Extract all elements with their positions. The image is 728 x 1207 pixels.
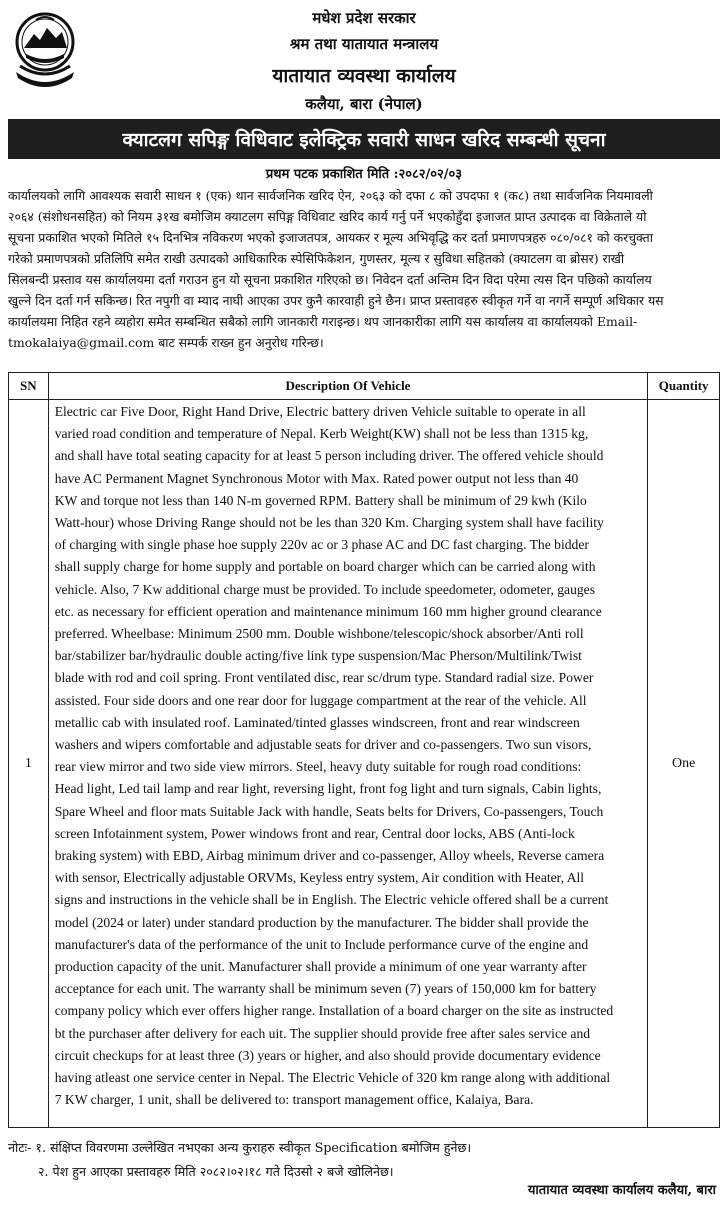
intro-paragraph [8, 185, 720, 353]
column-header-quantity: Quantity [648, 373, 720, 400]
description-line: production capacity of the unit. Manufacturer shall provide a minimum of one year warranty after [54, 959, 587, 975]
description-line: bt the purchaser after delivery for each uit. The supplier should provide free after sales service and [54, 1025, 591, 1041]
intro-line: कार्यालयमा निहित रहने व्यहोरा समेत सम्बन्धित सबैको लागि जानकारी गराइन्छ। थप जानकारीका लागि यस कार्यालय वा कार्यालयको Email- [8, 314, 638, 329]
header-province: मधेश प्रदेश सरकार [312, 9, 416, 27]
description-line: metallic cab with insulated roof. Laminated/tinted glasses windscreen, front and rear windscreen [54, 714, 580, 730]
description-line: varied road condition and temperature of Nepal. Kerb Weight(KW) shall not be less than 1315 kg, [54, 426, 589, 442]
description-line: screen Infotainment system, Power windows front and rear, Central door locks, ABS (Anti-lock [54, 825, 575, 841]
description-line: model (2024 or later) under standard production by the manufacturer. The bidder shall provide the [54, 914, 589, 930]
description-line: Electric car Five Door, Right Hand Drive, Electric battery driven Vehicle suitable to operate in all [54, 404, 586, 419]
intro-line: गरेको प्रमाणपत्रको प्रतिलिपि समेत राखी उत्पादको आधिकारिक स्पेसिफिकेशन, गुणस्तर, मूल्य र सुविधा सहितको (क्याटलग वा ब्रोसर) राखी [8, 251, 625, 266]
description-line: manufacturer's data of the performance of the unit to Include performance curve of the engine and [54, 936, 589, 952]
note-2: २. पेश हुन आएका प्रस्तावहरु मिति २०८२।०२।१८ गते दिउसो २ बजे खोलिनेछ। [38, 1164, 394, 1179]
intro-line: २०६४ (संशोधनसहित) को नियम ३१ख बमोजिम क्याटलग सपिङ्ग विधिवाट खरिद कार्य गर्नु पर्ने भएकोहुँदा इजाजत प्राप्त उत्पादक वा विक्रेताले यो [8, 209, 647, 224]
description-line: braking system) with EBD, Airbag minimum driver and co-passenger, Alloy wheels, Reverse camera [54, 848, 605, 864]
row-sn: 1 [9, 400, 49, 1128]
description-line: blade with rod and coil spring. Front ventilated disc, rear sc/drum type. Standard radial size. Power [54, 670, 594, 686]
row-quantity: One [648, 400, 720, 1128]
description-line: having atleast one service center in Nepal. The Electric Vehicle of 320 km range along with additional [54, 1070, 611, 1086]
description-line: washers and wipers comfortable and adjustable seats for driver and co-passengers. Two sun visors, [54, 737, 592, 753]
description-line: of charging with single phase hoe supply 220v ac or 3 phase AC and DC fast charging. The bidder [54, 537, 589, 553]
row-description [48, 400, 648, 1128]
description-line: with sensor, Electrically adjustable ORVMs, Keyless entry system, Air condition with Heater, All [54, 870, 585, 886]
description-line: rear view mirror and two side view mirrors. Steel, heavy duty suitable for rough road conditions: [54, 759, 582, 775]
column-header-sn: SN [9, 373, 49, 400]
notice-title: क्याटलग सपिङ्ग विधिवाट इलेक्ट्रिक सवारी साधन खरिद सम्बन्धी सूचना [122, 129, 606, 151]
notes-section [8, 1136, 720, 1184]
description-line: Watt-hour) whose Driving Range should not be les than 320 Km. Charging system shall have facility [54, 515, 604, 531]
column-header-description: Description Of Vehicle [48, 373, 648, 400]
description-line: Head light, Led tail lamp and rear light, reversing light, front fog light and turn signals, Cabin lights, [54, 781, 602, 797]
header-ministry: श्रम तथा यातायात मन्त्रालय [289, 35, 439, 53]
header-office: यातायात व्यवस्था कार्यालय [272, 65, 456, 87]
description-line: vehicle. Also, 7 Kw additional charge must be provided. To include speedometer, odometer, gauges [54, 581, 595, 597]
intro-line: tmokalaiya@gmail.com बाट सम्पर्क राख्न हुन अनुरोध गरिन्छ। [8, 335, 324, 350]
notice-title-banner [8, 119, 720, 159]
description-line: preferred. Wheelbase: Minimum 2500 mm. Double wishbone/telescopic/shock absorber/Anti roll [54, 626, 584, 642]
table-row [9, 400, 720, 1128]
description-line: assisted. Four side doors and one rear door for luggage compartment at the rear of the vehicle. All [54, 692, 587, 708]
intro-line: सिलबन्दी प्रस्ताव यस कार्यालयमा दर्ता गराउन हुन यो सूचना प्रकाशित गरिएको छ। निवेदन दर्ता अन्तिम दिन विदा परेमा त्यस दिन पछिको कार्यालय [8, 272, 652, 287]
table-header-row [9, 373, 720, 400]
description-line: circuit checkups for at least three (3) years or higher, and also should provide documentary evidence [54, 1047, 601, 1063]
description-line: KW and torque not less than 140 N-m governed RPM. Battery shall be minimum of 29 kwh (Kilo [54, 492, 587, 508]
description-line: have AC Permanent Magnet Synchronous Motor with Max. Rated power output not less than 40 [54, 470, 579, 486]
footer-office-signature: यातायात व्यवस्था कार्यालय कलैया, बारा [527, 1183, 716, 1198]
description-line: and shall have total seating capacity for at least 5 person including driver. The offered vehicle should [54, 448, 604, 464]
description-line: 7 KW charger, 1 unit, shall be delivered to: transport management office, Kalaiya, Bara. [54, 1092, 534, 1108]
vehicle-spec-table [8, 372, 720, 1128]
description-line: acceptance for each unit. The warranty shall be minimum seven (7) years of 150,000 km for battery [54, 981, 597, 997]
description-line: company policy which ever offers higher range. Installation of a board charger on the site as instructed [54, 1003, 614, 1019]
intro-line: सूचना प्रकाशित भएको मितिले १५ दिनभित्र नविकरण भएको इजाजतपत्र, आयकर र मूल्य अभिवृद्धि कर दर्ता प्रमाणपत्रहरु ०८०/०८१ को करचुक्ता [8, 230, 653, 245]
description-line: Spare Wheel and floor mats Suitable Jack with handle, Seats belts for Drivers, Co-passengers, Touch [54, 803, 604, 819]
intro-line: कार्यालयको लागि आवश्यक सवारी साधन १ (एक) थान सार्वजनिक खरिद ऐन, २०६३ को दफा ८ को उपदफा १ (क८) तथा सार्वजनिक नियमावली [8, 188, 653, 203]
description-line: etc. as necessary for efficient operation and maintenance minimum 160 mm higher ground clearance [54, 603, 602, 619]
header-location: कलैया, बारा (नेपाल) [305, 95, 423, 113]
intro-line: खुल्ने दिन दर्ता गर्न सकिन्छ। रित नपुगी वा म्याद नाघी आएका उपर कुनै कारवाही हुने छैन। प्राप्त प्रस्तावहरु स्वीकृत गर्ने वा नगर्ने सम्पूर्ण अधिकार यस [8, 293, 664, 308]
publish-date: प्रथम पटक प्रकाशित मिति :२०८२/०२/०३ [265, 167, 463, 182]
description-line: bar/stabilizer bar/hydraulic double acting/five link type suspension/Mac Pherson/Multilink/Twist [54, 648, 582, 664]
description-line: signs and instructions in the vehicle shall be in English. The Electric vehicle offered shall be a current [54, 892, 609, 908]
description-line: shall supply charge for home supply and portable on board charger which can be carried along with [54, 559, 596, 575]
note-1: नोटः- १. संक्षिप्त विवरणमा उल्लेखित नभएका अन्य कुराहरु स्वीकृत Specification बमोजिम हुनेछ। [8, 1140, 472, 1155]
